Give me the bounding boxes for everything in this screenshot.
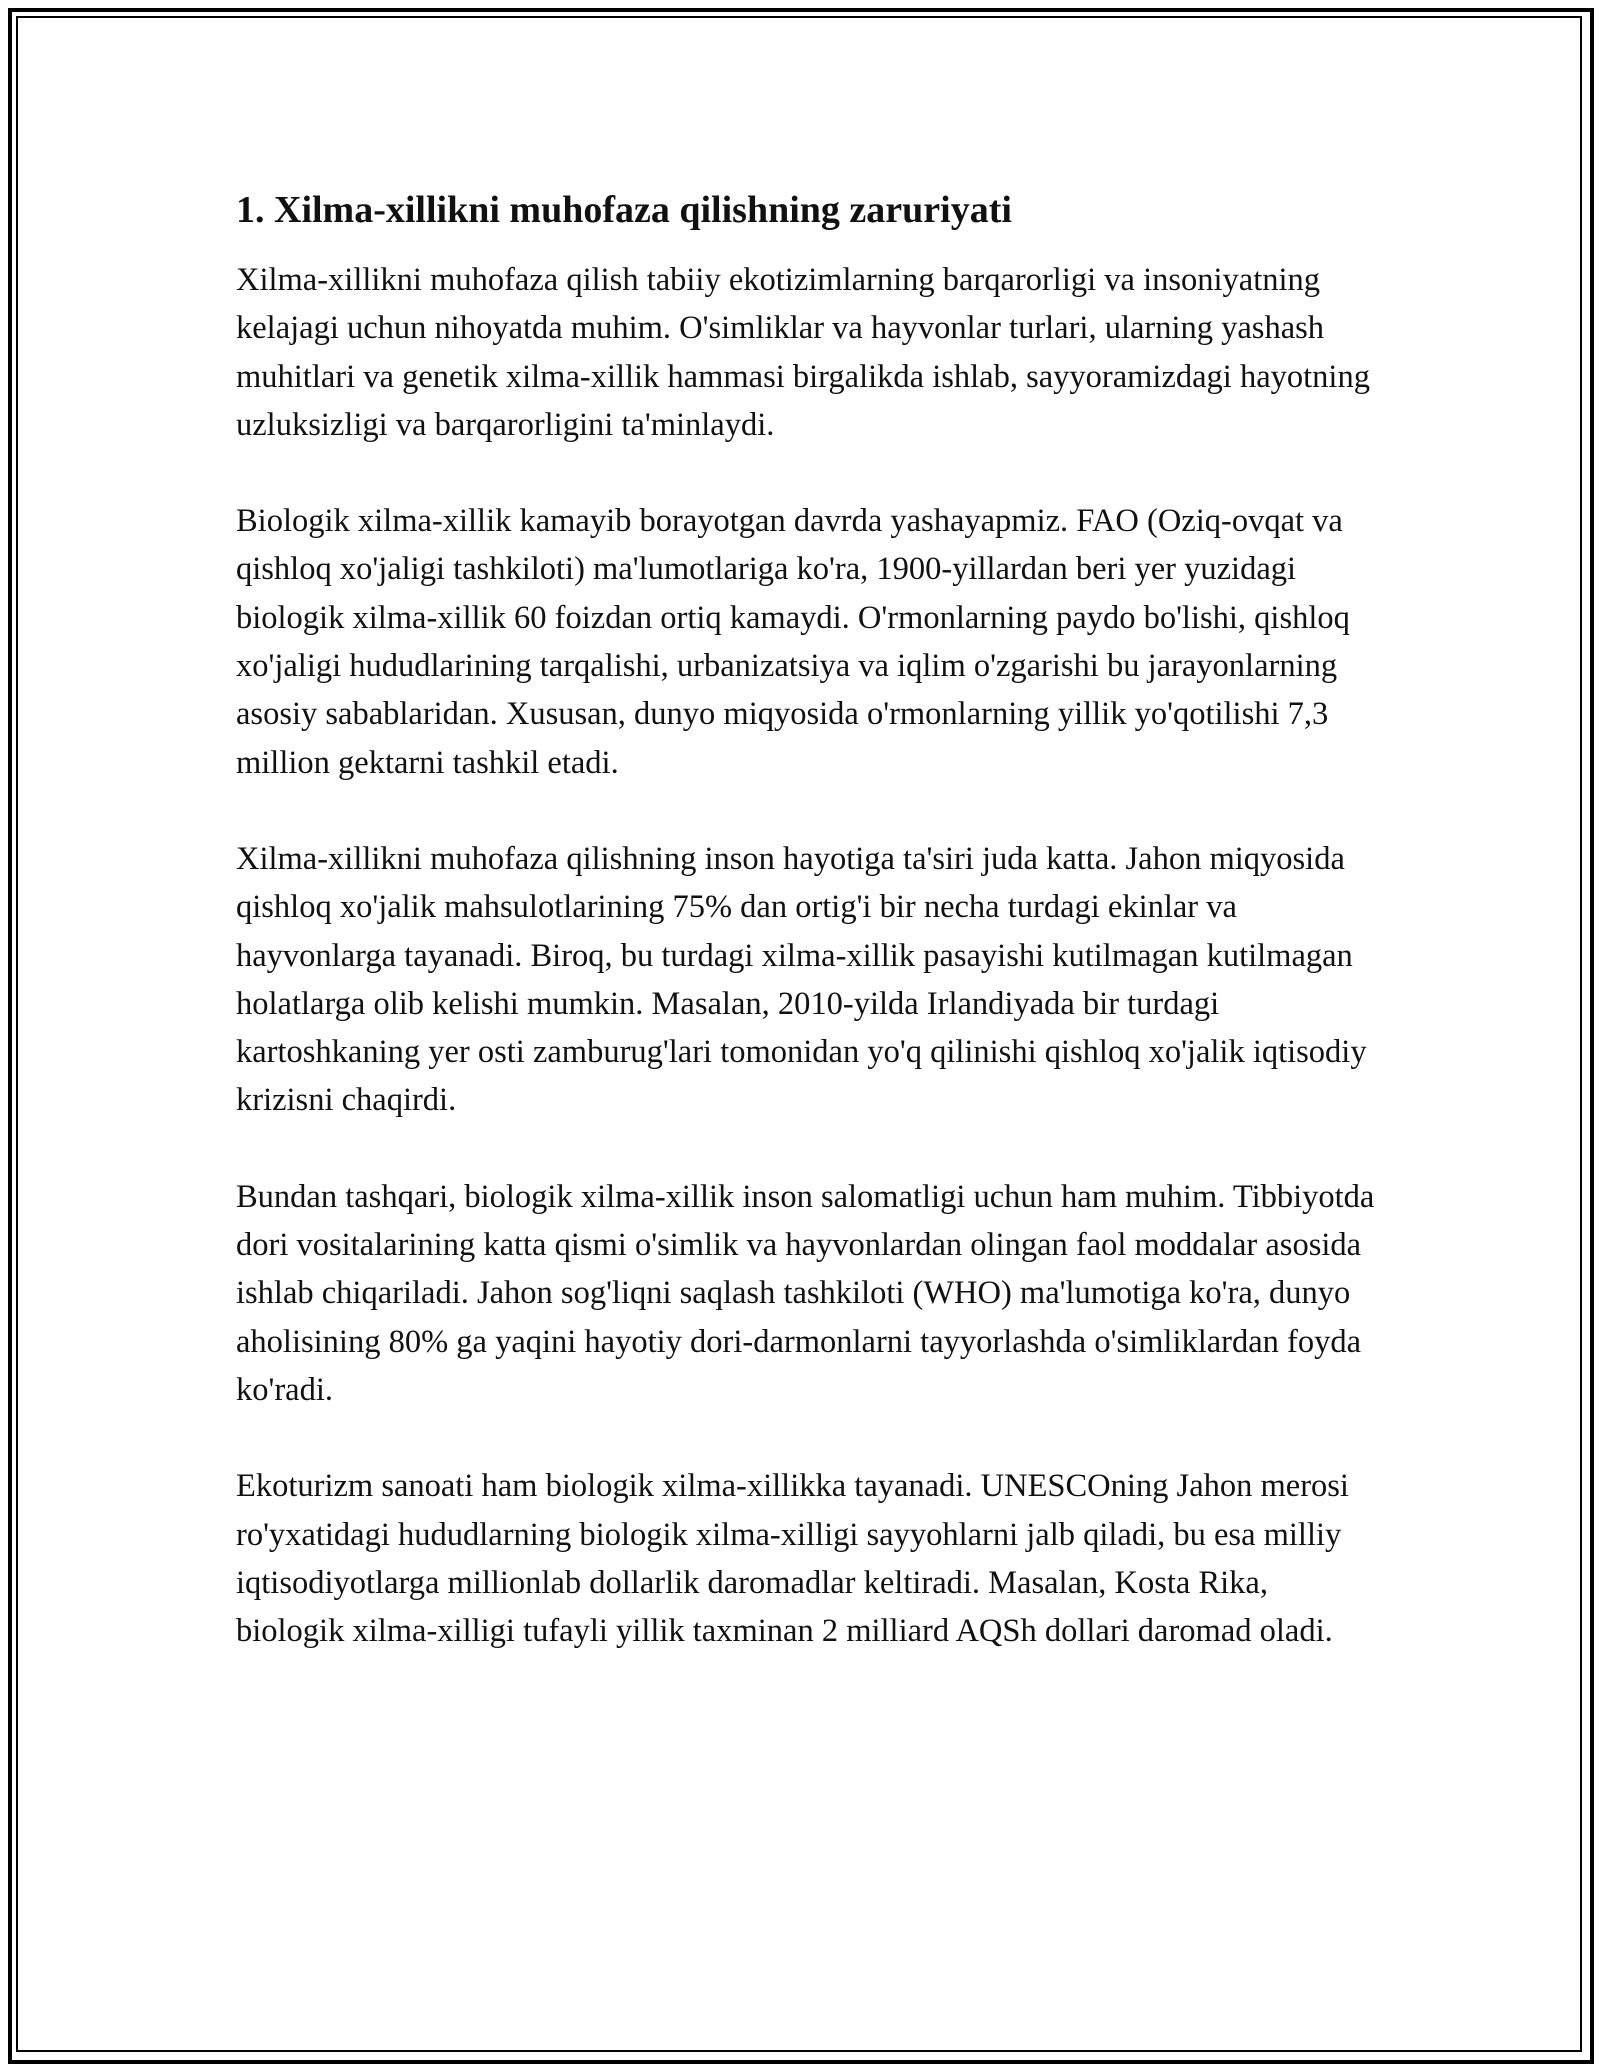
paragraph-3: Xilma-xillikni muhofaza qilishning inson hayotiga ta'siri juda katta. Jahon miqyosida qishloq xo'jalik mahsulotlarining 75% dan ortig'i bir necha turdagi ekinlar va hayvonlarga tayanadi. Biroq, bu turdagi xilma-xillik pasayishi kutilmagan kutilmagan holatlarga olib kelishi mumkin. Masalan, 2010-yilda Irlandiyada bir turdagi kartoshkaning yer osti zamburug'lari tomonidan yo'q qilinishi qishloq xo'jalik iqtisodiy krizisni chaqirdi. [236,840,1367,1119]
document-body [236,186,1376,1703]
page-title: 1. Xilma-xillikni muhofaza qilishning zaruriyati [236,189,1012,231]
paragraph-5: Ekoturizm sanoati ham biologik xilma-xillikka tayanadi. UNESCOning Jahon merosi ro'yxatidagi hududlarning biologik xilma-xilligi sayyohlarni jalb qiladi, bu esa milliy iqtisodiyotlarga millionlab dollarlik daromadlar keltiradi. Masalan, Kosta Rika, biologik xilma-xilligi tufayli yillik taxminan 2 milliard AQSh dollari daromad oladi. [236,1468,1349,1650]
paragraph-2: Biologik xilma-xillik kamayib borayotgan davrda yashayapmiz. FAO (Oziq-ovqat va qishloq xo'jaligi tashkiloti) ma'lumotlariga ko'ra, 1900-yillardan beri yer yuzidagi biologik xilma-xillik 60 foizdan ortiq kamaydi. O'rmonlarning paydo bo'lishi, qishloq xo'jaligi hududlarining tarqalishi, urbanizatsiya va iqlim o'zgarishi bu jarayonlarning asosiy sabablaridan. Xususan, dunyo miqyosida o'rmonlarning yillik yo'qotilishi 7,3 million gektarni tashkil etadi. [236,503,1350,781]
paragraph-1: Xilma-xillikni muhofaza qilish tabiiy ekotizimlarning barqarorligi va insoniyatning kelajagi uchun nihoyatda muhim. O'simliklar va hayvonlar turlari, ularning yashash muhitlari va genetik xilma-xillik hammasi birgalikda ishlab, sayyoramizdagi hayotning uzluksizligi va barqarorligini ta'minlaydi. [236,262,1370,443]
paragraph-4: Bundan tashqari, biologik xilma-xillik inson salomatligi uchun ham muhim. Tibbiyotda dori vositalarining katta qismi o'simlik va hayvonlardan olingan faol moddalar asosida ishlab chiqariladi. Jahon sog'liqni saqlash tashkiloti (WHO) ma'lumotiga ko'ra, dunyo aholisining 80% ga yaqini hayotiy dori-darmonlarni tayyorlashda o'simliklardan foyda ko'radi. [236,1178,1375,1408]
